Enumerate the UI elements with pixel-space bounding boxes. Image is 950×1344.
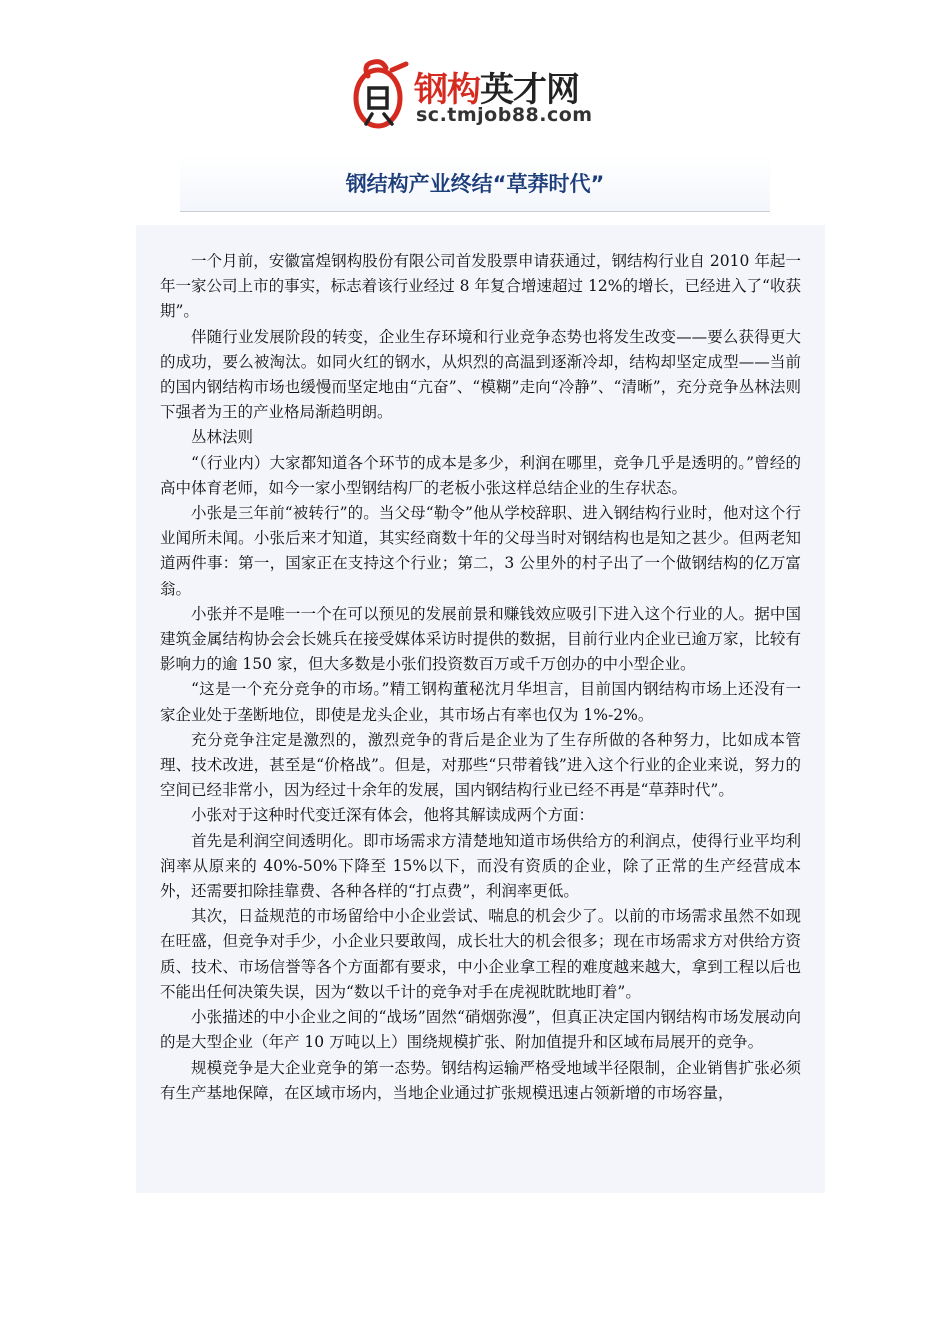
article-title: 钢结构产业终结“草莽时代” (345, 172, 605, 196)
logo-name-part1: 钢构 (414, 70, 480, 110)
paragraph: “这是一个充分竞争的市场。”精工钢构董秘沈月华坦言，目前国内钢结构市场上还没有一家企业处于垄断地位，即使是龙头企业，其市场占有率也仅为 1%-2%。 (160, 680, 801, 724)
section-heading: 丛林法则 (191, 428, 254, 447)
paragraph: 充分竞争注定是激烈的，激烈竞争的背后是企业为了生存所做的各种努力，比如成本管理、技术改进，甚至是“价格战”。但是，对那些“只带着钱”进入这个行业的企业来说，努力的空间已经非常小，因为经过十余年的发展，国内钢结构行业已经不再是“草莽时代”。 (160, 730, 801, 800)
article-body (136, 225, 825, 1193)
paragraph: 规模竞争是大企业竞争的第一态势。钢结构运输严格受地域半径限制，企业销售扩张必须有生产基地保障，在区域市场内，当地企业通过扩张规模迅速占领新增的市场容量， (160, 1058, 801, 1102)
paragraph: 小张描述的中小企业之间的“战场”固然“硝烟弥漫”，但真正决定国内钢结构市场发展动向的是大型企业（年产 10 万吨以上）围绕规模扩张、附加值提升和区域布局展开的竞争。 (160, 1008, 801, 1052)
paragraph: 伴随行业发展阶段的转变，企业生存环境和行业竞争态势也将发生改变——要么获得更大的成功，要么被淘汰。如同火红的钢水，从炽烈的高温到逐渐冷却，结构却坚定成型——当前的国内钢结构市场也缓慢而坚定地由“亢奋”、“模糊”走向“冷静”、“清晰”，充分竞争丛林法则下强者为王的产业格局渐趋明朗。 (160, 327, 801, 422)
logo-url: sc.tmjob88.com (416, 104, 593, 126)
paragraph: 其次，日益规范的市场留给中小企业尝试、喘息的机会少了。以前的市场需求虽然不如现在旺盛，但竞争对手少，小企业只要敢闯，成长壮大的机会很多；现在市场需求方对供给方资质、技术、市场信誉等各个方面都有要求，中小企业拿工程的难度越来越大，拿到工程以后也不能出任何决策失误，因为“数以千计的竞争对手在虎视眈眈地盯着”。 (160, 907, 801, 1001)
paragraph: 小张对于这种时代变迁深有体会，他将其解读成两个方面： (191, 806, 595, 825)
logo-name-part2: 英才网 (480, 70, 579, 110)
logo-emblem-icon (352, 58, 412, 132)
paragraph: 小张并不是唯一一个在可以预见的发展前景和赚钱效应吸引下进入这个行业的人。据中国建筑金属结构协会会长姚兵在接受媒体采访时提供的数据，目前行业内企业已逾万家，比较有影响力的逾 150 家，但大多数是小张们投资数百万或千万创办的中小型企业。 (160, 604, 801, 674)
paragraph: 首先是利润空间透明化。即市场需求方清楚地知道市场供给方的利润点，使得行业平均利润率从原来的 40%-50%下降至 15%以下，而没有资质的企业，除了正常的生产经营成本外，还需要扣除挂靠费、各种各样的“打点费”，利润率更低。 (160, 831, 801, 901)
paragraph: 一个月前，安徽富煌钢构股份有限公司首发股票申请获通过，钢结构行业自 2010 年起一年一家公司上市的事实，标志着该行业经过 8 年复合增速超过 12%的增长，已经进入了“收获期”。 (160, 252, 801, 321)
article-title-box (180, 155, 770, 212)
site-logo[interactable] (352, 56, 602, 136)
paragraph: “（行业内）大家都知道各个环节的成本是多少，利润在哪里，竞争几乎是透明的。”曾经的高中体育老师，如今一家小型钢结构厂的老板小张这样总结企业的生存状态。 (160, 453, 801, 497)
paragraph: 小张是三年前“被转行”的。当父母“勒令”他从学校辞职、进入钢结构行业时，他对这个行业闻所未闻。小张后来才知道，其实经商数十年的父母当时对钢结构也是知之甚少。但两老知道两件事：第一，国家正在支持这个行业；第二，3 公里外的村子出了一个做钢结构的亿万富翁。 (160, 504, 801, 598)
